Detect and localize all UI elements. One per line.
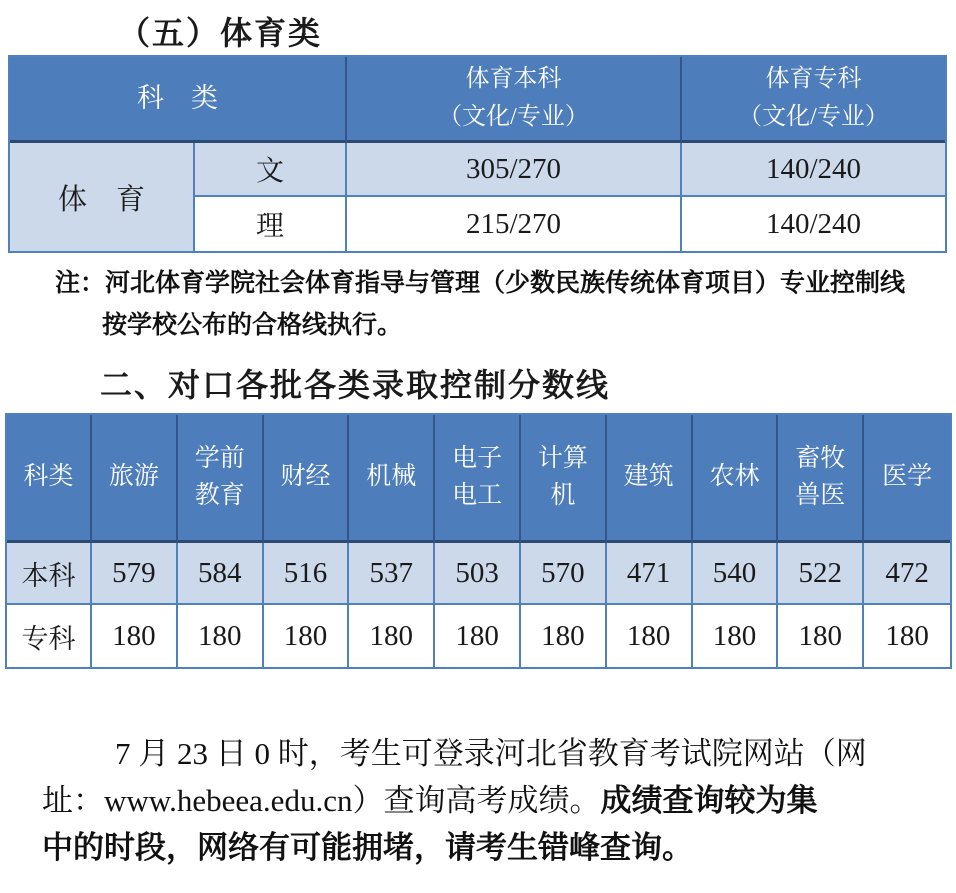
header-cell: 电子 电工 <box>435 415 521 543</box>
table-cell-score: 522 <box>778 543 864 605</box>
table-cell-score: 140/240 <box>682 143 945 197</box>
footer-paragraph <box>42 730 932 871</box>
header-cell: 畜牧 兽医 <box>778 415 864 543</box>
table-cell-score: 180 <box>693 605 779 667</box>
row-label-zhuanke: 专科 <box>7 605 92 667</box>
table-cell-score: 215/270 <box>347 197 682 251</box>
note-line-1: 注：河北体育学院社会体育指导与管理（少数民族传统体育项目）专业控制线 <box>55 269 906 297</box>
table-cell-score: 516 <box>264 543 350 605</box>
table-cell-score: 180 <box>607 605 693 667</box>
header-cell: 建筑 <box>607 415 693 543</box>
header-cell: 旅游 <box>92 415 178 543</box>
table-cell-track: 文 <box>195 143 347 197</box>
table-cell-score: 180 <box>349 605 435 667</box>
row-group-label-sports: 体 育 <box>10 143 195 251</box>
header-cell: 财经 <box>264 415 350 543</box>
table-cell-score: 570 <box>521 543 607 605</box>
table-cell-score: 503 <box>435 543 521 605</box>
table-cell-score: 180 <box>264 605 350 667</box>
table-cell-score: 584 <box>178 543 264 605</box>
table-cell-score: 305/270 <box>347 143 682 197</box>
table-cell-score: 140/240 <box>682 197 945 251</box>
table-cell-score: 540 <box>693 543 779 605</box>
header-cell: 科类 <box>7 415 92 543</box>
table-cell-score: 180 <box>778 605 864 667</box>
table-cell-score: 180 <box>178 605 264 667</box>
header-cell: 学前 教育 <box>178 415 264 543</box>
header-cell: 农林 <box>693 415 779 543</box>
footer-line-1: 7 月 23 日 0 时，考生可登录河北省教育考试院网站（网 <box>115 736 867 771</box>
header-cell-zhuanke: 体育专科 （文化/专业） <box>682 57 945 143</box>
footer-line-2-normal: 址：www.hebeea.edu.cn）查询高考成绩。 <box>42 783 601 818</box>
header-cell-category: 科 类 <box>10 57 347 143</box>
footer-line-3: 中的时段，网络有可能拥堵，请考生错峰查询。 <box>42 830 693 865</box>
table-cell-score: 471 <box>607 543 693 605</box>
note-line-2: 按学校公布的合格线执行。 <box>102 311 403 339</box>
table-cell-score: 180 <box>92 605 178 667</box>
table-cell-track: 理 <box>195 197 347 251</box>
row-label-benke: 本科 <box>7 543 92 605</box>
note-text <box>55 262 905 346</box>
footer-line-2 <box>42 777 932 824</box>
table-cell-score: 537 <box>349 543 435 605</box>
section-title-sports: （五）体育类 <box>118 15 323 51</box>
table-cell-score: 579 <box>92 543 178 605</box>
table-cell-score: 180 <box>864 605 950 667</box>
section-title-duikou: 二、对口各批各类录取控制分数线 <box>100 367 611 403</box>
table-cell-score: 180 <box>521 605 607 667</box>
table-cell-score: 180 <box>435 605 521 667</box>
footer-line-2-bold: 成绩查询较为集 <box>600 783 818 818</box>
duikou-score-table <box>5 413 952 669</box>
header-cell: 计算 机 <box>521 415 607 543</box>
header-cell: 机械 <box>349 415 435 543</box>
header-cell-benke: 体育本科 （文化/专业） <box>347 57 682 143</box>
header-cell: 医学 <box>864 415 950 543</box>
sports-score-table <box>8 55 947 253</box>
table-cell-score: 472 <box>864 543 950 605</box>
